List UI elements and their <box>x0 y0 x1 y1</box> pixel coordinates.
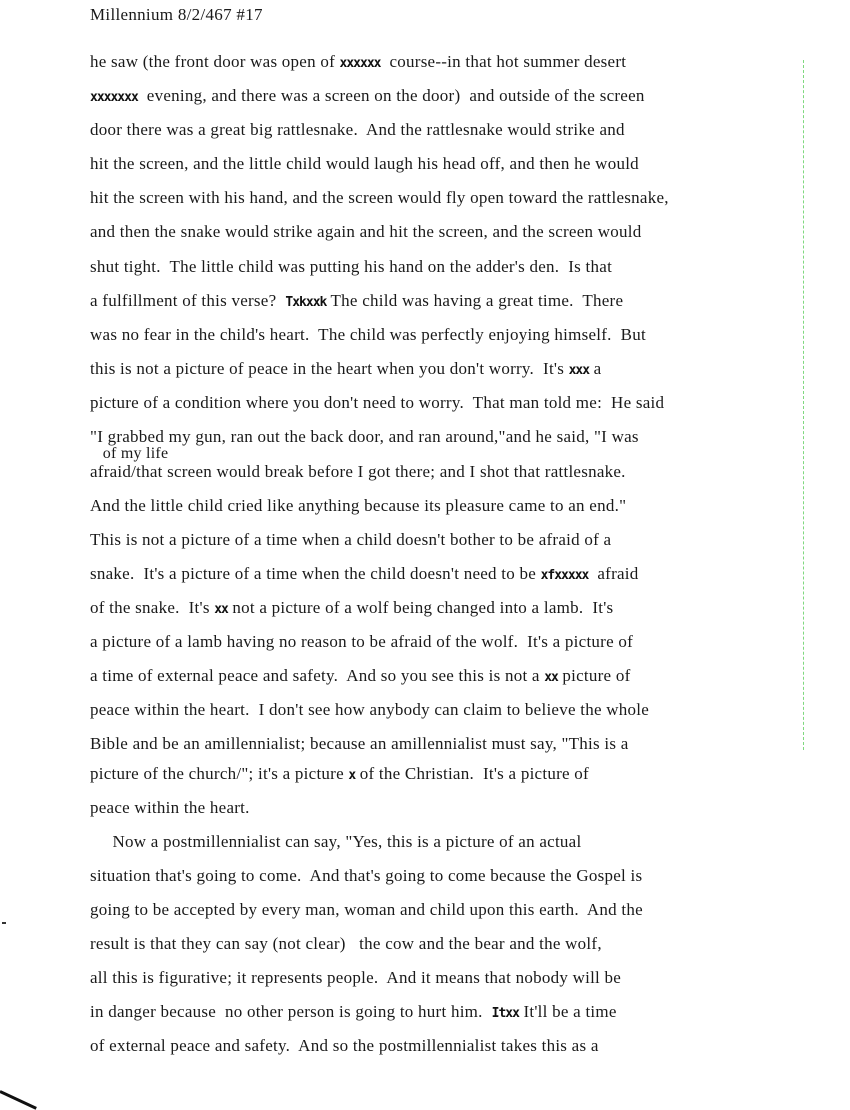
text-line <box>90 700 649 720</box>
text-line <box>90 934 602 954</box>
text-line <box>90 1002 617 1022</box>
struck-out-text: xx <box>544 670 558 685</box>
text-segment: shut tight. The little child was putting his hand on the adder's den. Is that <box>90 257 613 276</box>
struck-out-text: Txkxxk <box>285 295 327 310</box>
text-line <box>90 764 589 784</box>
text-segment: in danger because no other person is going to hurt him. <box>90 1002 492 1021</box>
text-segment: peace within the heart. I don't see how anybody can claim to believe the whole <box>90 700 650 719</box>
text-line <box>90 734 629 754</box>
text-segment: It'll be a time <box>518 1002 617 1021</box>
text-line <box>90 86 645 106</box>
scan-artifact-line <box>803 60 804 750</box>
text-line <box>90 120 625 140</box>
text-line <box>90 632 633 652</box>
text-segment: of the snake. It's <box>90 598 215 617</box>
struck-out-text: Itxx <box>491 1006 519 1021</box>
text-segment: a picture of a lamb having no reason to be afraid of the wolf. It's a picture of <box>90 632 634 651</box>
text-segment: door there was a great big rattlesnake. And the rattlesnake would strike and <box>90 120 625 139</box>
text-segment: "I grabbed my gun, ran out the back door, and ran around,"and he said, "I was <box>90 427 639 446</box>
struck-out-text: x <box>348 768 356 783</box>
text-segment: situation that's going to come. And that's going to come because the Gospel is <box>90 866 643 885</box>
text-line <box>90 445 168 463</box>
text-segment: hit the screen with his hand, and the screen would fly open toward the rattlesnake, <box>90 188 669 207</box>
text-line <box>90 666 630 686</box>
text-line <box>90 496 626 516</box>
struck-out-text: xx <box>214 602 228 617</box>
text-segment: result is that they can say (not clear) the cow and the bear and the wolf, <box>90 934 602 953</box>
text-segment: snake. It's a picture of a time when the child doesn't need to be <box>90 564 541 583</box>
struck-out-text: xxxxxx <box>339 56 381 71</box>
text-segment: Bible and be an amillennialist; because an amillennialist must say, "This is a <box>90 734 629 753</box>
text-line <box>90 222 642 242</box>
text-segment: this is not a picture of peace in the heart when you don't worry. It's <box>90 359 569 378</box>
text-line <box>90 154 639 174</box>
text-segment: peace within the heart. <box>90 798 250 817</box>
text-segment: a fulfillment of this verse? <box>90 291 286 310</box>
struck-out-text: xxxxxxx <box>90 90 138 105</box>
text-segment: he saw (the front door was open of <box>90 52 340 71</box>
text-segment: all this is figurative; it represents people. And it means that nobody will be <box>90 968 622 987</box>
text-segment: course--in that hot summer desert <box>380 52 627 71</box>
text-line <box>90 968 621 988</box>
text-segment: evening, and there was a screen on the door) and outside of the screen <box>137 86 645 105</box>
struck-out-text: xfxxxxx <box>540 568 589 583</box>
text-line <box>90 52 626 72</box>
scan-speck <box>2 922 6 924</box>
scan-corner-mark <box>0 1090 37 1110</box>
text-segment: The child was having a great time. There <box>326 291 624 310</box>
text-segment: of the Christian. It's a picture of <box>355 764 589 783</box>
page-header: Millennium 8/2/467 #17 <box>90 5 263 24</box>
text-segment: a time of external peace and safety. And so you see this is not a <box>90 666 545 685</box>
text-segment: hit the screen, and the little child would laugh his head off, and then he would <box>90 154 639 173</box>
text-segment: picture of a condition where you don't need to worry. That man told me: He said <box>90 393 665 412</box>
text-segment: picture of the church/"; it's a picture <box>90 764 349 783</box>
text-line <box>90 462 626 482</box>
text-segment: a <box>589 359 602 378</box>
text-segment: was no fear in the child's heart. The child was perfectly enjoying himself. But <box>90 325 646 344</box>
text-line <box>90 188 669 208</box>
text-line <box>90 598 613 618</box>
text-line <box>90 291 623 311</box>
text-line <box>90 1036 599 1056</box>
text-segment: Now a postmillennialist can say, "Yes, this is a picture of an actual <box>90 832 582 851</box>
text-line <box>90 866 642 886</box>
text-segment: of my life <box>90 445 169 462</box>
text-segment: afraid <box>588 564 639 583</box>
text-line <box>90 564 639 584</box>
text-segment: This is not a picture of a time when a child doesn't bother to be afraid of a <box>90 530 612 549</box>
text-segment: picture of <box>557 666 631 685</box>
text-segment: not a picture of a wolf being changed into a lamb. It's <box>227 598 614 617</box>
text-line <box>90 427 639 447</box>
text-line <box>90 257 612 277</box>
text-line <box>90 832 581 852</box>
text-segment: and then the snake would strike again and hit the screen, and the screen would <box>90 222 642 241</box>
text-line <box>90 325 646 345</box>
text-segment: going to be accepted by every man, woman and child upon this earth. And the <box>90 900 643 919</box>
text-segment: afraid/that screen would break before I got there; and I shot that rattlesnake. <box>90 462 626 481</box>
text-line <box>90 359 601 379</box>
text-line <box>90 900 643 920</box>
text-segment: And the little child cried like anything because its pleasure came to an end." <box>90 496 627 515</box>
text-segment: of external peace and safety. And so the postmillennialist takes this as a <box>90 1036 599 1055</box>
struck-out-text: xxx <box>568 363 590 378</box>
text-line <box>90 798 250 818</box>
text-line <box>90 530 611 550</box>
text-line <box>90 393 664 413</box>
